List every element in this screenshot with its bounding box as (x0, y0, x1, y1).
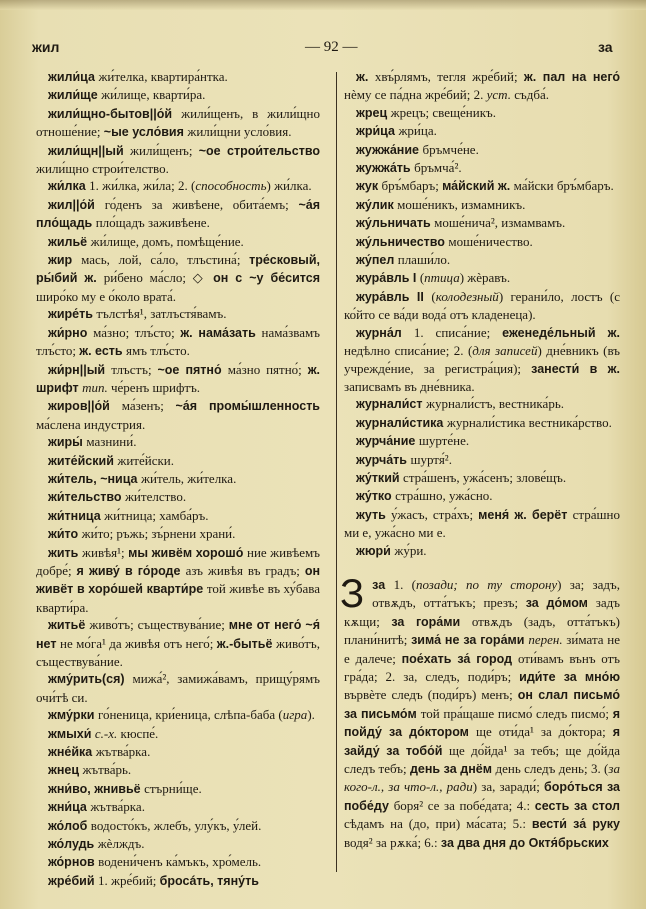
label-italic-text: перен. (528, 632, 563, 648)
definition-text: водени́ченъ ка́мъкъ, хро́мель. (98, 854, 262, 870)
definition-text: пло́щадъ заживѣене. (95, 215, 210, 231)
dictionary-entry (344, 159, 620, 177)
left-column (36, 68, 320, 890)
definition-text: день следъ день; 3. ( (495, 761, 609, 777)
headword-text: за (372, 577, 394, 592)
definition-text: ) жѐравъ. (459, 270, 511, 286)
dictionary-entry (36, 798, 320, 816)
headword-text: жмыхи́ (48, 726, 95, 741)
label-italic-text: колодезный (435, 288, 499, 304)
definition-text: задъ кѫщи; (344, 595, 620, 629)
headword-text: жи́то (48, 527, 82, 542)
headword-text: я зайду́ за тобо́й (344, 725, 620, 758)
headword-text: жили́ще (48, 88, 102, 103)
dictionary-entry (36, 872, 320, 890)
headword-text: ж. есть (79, 344, 127, 359)
dictionary-entry (36, 780, 320, 798)
right-column (340, 68, 621, 852)
dictionary-entry (36, 233, 320, 251)
definition-text: ( (419, 270, 425, 286)
definition-text: ( (431, 288, 436, 304)
headword-text: тре́сковый, ры́бий ж. (36, 253, 320, 286)
definition-text: бръмча́². (414, 160, 462, 176)
headword-text: жите́йский (48, 453, 118, 468)
definition-text: ма́йски бръ́мбаръ. (513, 178, 614, 194)
dictionary-entry (36, 142, 320, 178)
definition-text: жи́телка, квартира́нтка. (98, 69, 228, 84)
headword-text: день за днём (409, 762, 496, 777)
dictionary-entry (36, 507, 320, 525)
letter-section-z (340, 571, 621, 852)
headword-text: меня́ ж. берёт (478, 507, 573, 522)
page-edge-shadow (0, 0, 646, 10)
running-head-last-word: за (598, 39, 613, 55)
dictionary-entry (344, 68, 620, 104)
label-italic-text: птица (424, 270, 460, 286)
headword-text: ж. нама́зать (180, 325, 262, 340)
definition-text: ) герани́ло, лостъ (с ко́йто се ва́ди вода́ отъ кладенеца). (344, 288, 620, 323)
dictionary-entry (36, 761, 320, 779)
dictionary-entry (344, 251, 620, 269)
dictionary-entry (36, 452, 320, 470)
definition-text: ще оти́да¹ за до́ктора; (476, 724, 613, 740)
definition-text: ще до́йда¹ за тебъ; ще до́йда следъ тебъ; (344, 742, 620, 777)
definition-text: го́неница, кри́еница, слѣпа-баба ( (97, 707, 283, 723)
definition-text: зи́мата не е далече; (344, 632, 620, 666)
definition-text: жи́то; ръжь; зъ́рнени храни́. (81, 526, 236, 542)
dictionary-entry (36, 361, 320, 398)
definition-text: стра́шно ми е, ужа́сно ми е. (344, 506, 620, 541)
definition-text: журнали́стика вестника́рство. (446, 414, 612, 430)
definition-text: записвамъ въ дне́вника. (344, 378, 475, 394)
definition-text: недѣлно списа́ние; 2. ( (344, 343, 473, 359)
column-divider (336, 72, 337, 872)
definition-text: ) дне́вникъ (въ учрежде́ние, за регистра́ция); (344, 343, 620, 376)
headword-text: жужжа́ть (356, 161, 415, 176)
headword-text: вести́ за́ руку (531, 817, 620, 832)
headword-text: жри́ца (356, 124, 399, 139)
definition-text: го́денъ за живѣене, обита́емъ; (104, 196, 299, 212)
headword-text: жнец (48, 763, 83, 778)
headword-text: житьё (48, 618, 90, 633)
headword-text: мне от него́ ~я́ нет (36, 618, 321, 651)
page-number: — 92 — (305, 39, 358, 55)
headword-text: за два дня до Октя́брьских (440, 835, 609, 850)
dictionary-entry (344, 487, 620, 505)
headword-text: за гора́ми (391, 614, 472, 629)
definition-text: ) за; задъ, отвѫдъ, отта́тъкъ; презъ; (372, 576, 620, 611)
headword-text: жу́тко (356, 489, 396, 504)
headword-text: жо́лудь (48, 837, 98, 852)
definition-text: тлъстъ; (111, 361, 158, 377)
headword-text: жили́щно-бытов||о́й (48, 106, 182, 121)
dictionary-entry (36, 706, 320, 724)
dictionary-entry (36, 68, 320, 86)
definition-text: жри́ца. (398, 123, 437, 139)
definition-text: жили́щенъ, в жили́щно отноше́ние; (36, 105, 320, 140)
headword-text: жрец (356, 105, 391, 120)
dictionary-entry (36, 105, 320, 142)
headword-text: жура́вль I (356, 271, 420, 286)
headword-text: бросáть, тяну́ть (159, 873, 259, 888)
definition-text: плаши́ло. (397, 252, 451, 268)
headword-text: ж. пал на него́ (523, 70, 620, 84)
headword-text: ж. (356, 70, 375, 84)
definition-text: 1. списа́ние; (413, 324, 503, 340)
headword-text: жи́тельство (48, 490, 125, 505)
definition-text: оти́вамъ вънъ отъ гра́да; 2. за, следъ, поди́ръ; (344, 650, 620, 684)
definition-text: жили́щни усло́вия. (187, 124, 292, 140)
dictionary-entry (36, 544, 320, 617)
dictionary-entry (36, 725, 320, 743)
headword-text: журнали́стика (356, 415, 447, 430)
definition-text: ма́слена индустрия. (36, 416, 146, 432)
headword-text: жук (356, 179, 382, 194)
headword-text: жму́рки (48, 708, 98, 723)
section-letter: З (340, 571, 365, 616)
definition-text: ) жи́лка. (266, 178, 312, 194)
dictionary-entry (344, 196, 620, 214)
definition-text: жътва́рь. (82, 762, 132, 778)
dictionary-entry (36, 177, 320, 195)
headword-text: жиров||о́й (48, 399, 122, 414)
dictionary-entry (36, 616, 320, 670)
definition-text: у́жасъ, стра́хъ; (391, 506, 479, 522)
definition-text: жи́тель, жи́телка. (141, 470, 237, 486)
headword-text: жни́во, жнивьё (48, 781, 145, 796)
definition-text: бръмче́не. (422, 141, 479, 157)
headword-text: журнали́ст (356, 397, 426, 412)
label-italic-text: уст. (486, 87, 511, 103)
definition-text: жи́лище, кварти́ра. (101, 87, 206, 103)
dictionary-entry (36, 470, 320, 488)
dictionary-entry (344, 432, 620, 450)
headword-text: пое́хать за́ город (401, 651, 518, 666)
headword-text: ма́йский ж. (442, 179, 514, 194)
headword-text: жу́ткий (356, 470, 404, 485)
definition-text: ма́зно; тлъ́сто; (93, 324, 181, 340)
definition-text: 1. жре́бий; (98, 872, 160, 888)
definition-text: мась, лой, са́ло, тлъстина́; (81, 252, 250, 268)
headword-text: ~ые усло́вия (103, 125, 188, 140)
definition-text: мазнини́. (86, 434, 137, 450)
headword-text: жи́рн||ый (48, 362, 112, 377)
definition-text: тълстѣя¹, затлъстя́вамъ. (96, 306, 227, 322)
dictionary-entry (344, 469, 620, 487)
dictionary-entry (344, 395, 620, 413)
label-italic-text: с.-х. (94, 725, 121, 741)
label-italic-text: позади; по ту сторону (415, 576, 558, 592)
label-italic-text: игра (282, 707, 308, 723)
definition-text: жу́ри. (394, 542, 427, 558)
label-italic-text: за кого-л., за что-л., ради (344, 761, 620, 795)
headword-text: жу́пел (356, 253, 398, 268)
definition-text: стра́шно, ужа́сно. (395, 488, 493, 504)
definition-text: моше́нича², измамвамъ. (434, 215, 566, 231)
definition-text: стра́шенъ, ужа́сенъ; злове́щъ. (403, 469, 567, 485)
headword-text: еженеде́льный ж. (502, 325, 620, 340)
dictionary-entry (344, 269, 620, 287)
dictionary-entry (36, 525, 320, 543)
dictionary-entry (36, 743, 320, 761)
headword-text: журна́л (356, 325, 414, 340)
dictionary-entry (36, 324, 320, 361)
dictionary-entry (36, 251, 320, 305)
dictionary-entry (36, 853, 320, 871)
headword-text: жили́ца (48, 70, 99, 84)
label-italic-text: для записей (472, 343, 538, 359)
headword-text: жура́вль II (356, 289, 432, 304)
headword-text: жить (48, 545, 83, 560)
dictionary-entry (344, 414, 620, 432)
headword-text: жо́рнов (48, 855, 99, 870)
definition-text: жи́тница; хамба́ръ. (104, 507, 209, 523)
headword-text: жиры́ (48, 435, 87, 450)
headword-text: жи́рно (48, 325, 94, 340)
headword-text: жи́лка (48, 179, 90, 194)
dictionary-entry (36, 196, 320, 233)
definition-text: жи́лище, домъ, помѣще́ние. (90, 233, 244, 249)
headword-text: жу́льничество (356, 234, 449, 249)
definition-text: той пра́щаше писмо́ следъ писмо́; (420, 705, 613, 721)
dictionary-entry (344, 233, 620, 251)
definition-text: кюспе́. (120, 725, 159, 741)
dictionary-entry (344, 104, 620, 122)
definition-text: ). (307, 707, 315, 723)
definition-text: водя² за рѫка́; 6.: (344, 834, 441, 850)
definition-text: ма́зно пятно́; (227, 361, 308, 377)
headword-text: жни́ца (48, 800, 91, 815)
headword-text: жире́ть (48, 307, 97, 322)
headword-text: жуть (356, 507, 392, 522)
headword-text: жо́лоб (48, 818, 91, 833)
dictionary-entry (344, 324, 620, 396)
headword-text: ~ое пятно́ (157, 362, 228, 377)
headword-text: жир (48, 253, 82, 268)
headword-text: за до́мом (525, 596, 596, 611)
dictionary-entry-za (344, 576, 620, 852)
definition-text: стърни́ще. (144, 780, 202, 796)
running-head-first-word: жил (32, 39, 60, 55)
definition-text: широ́ко му е о́коло врата́. (36, 288, 177, 304)
dictionary-entry (36, 670, 320, 706)
dictionary-entry (36, 835, 320, 853)
dictionary-entry (344, 214, 620, 232)
definition-text: мижа́², замижа́вамъ, прищу́рямъ очи́тѣ си. (36, 671, 320, 705)
definition-text: нама́звамъ тлъ́сто; (36, 324, 320, 359)
headword-text: занести́ в ж. (531, 361, 620, 376)
headword-text: мы живём хорошо́ (128, 545, 248, 560)
definition-text: ) за, заради́; (472, 779, 544, 795)
headword-text: журча́ть (356, 452, 411, 467)
headword-text: жму́рить(ся) (48, 672, 133, 687)
definition-text: жѐлждъ. (97, 836, 145, 852)
definition-text: съдба́. (510, 87, 549, 103)
definition-text: ма́зенъ; (121, 398, 176, 414)
definition-text: хвъ́рлямъ, тегля жре́бий; (374, 69, 524, 84)
definition-text: ри́бено ма́сло; ◇ (103, 270, 214, 286)
definition-text: жите́йски. (117, 452, 174, 468)
dictionary-entry (36, 433, 320, 451)
dictionary-entry (344, 177, 620, 195)
definition-text: жили́щенъ; (130, 142, 199, 158)
headword-text: жре́бий (48, 873, 99, 888)
definition-text: не мо́га¹ да живѣя отъ него́; (60, 635, 217, 651)
headword-text: я живу́ в го́роде (76, 563, 186, 578)
headword-text: ~а́я промы́шленность (175, 399, 320, 414)
headword-text: жи́тница (48, 508, 105, 523)
dictionary-entry (344, 288, 620, 324)
dictionary-entry (344, 122, 620, 140)
headword-text: боро́ться за побе́ду (344, 780, 621, 813)
definition-text: жътва́рка. (90, 799, 145, 815)
headword-text: ~а́я пло́щадь (36, 197, 321, 231)
dictionary-entry (36, 488, 320, 506)
definition-text: живо́тъ, съществува́ние. (36, 635, 320, 669)
definition-text: той живѣе въ ху́бава кварти́ра. (36, 581, 320, 615)
headword-text: журча́ние (356, 434, 419, 449)
definition-text: че́ренъ шрифтъ. (107, 379, 201, 395)
headword-text: жи́тель, ~ница (48, 471, 141, 486)
headword-text: ~ое строи́тельство (198, 143, 320, 158)
label-italic-text: тип. (82, 379, 108, 395)
definition-text: жътва́рка. (95, 744, 151, 760)
headword-text: он слал письмо́ за письмо́м (344, 688, 620, 721)
definition-text: моше́никъ, измамникъ. (397, 196, 526, 212)
headword-text: сесть за стол (534, 798, 620, 813)
headword-text: я пойду́ за до́ктором (344, 706, 620, 740)
dictionary-entry (344, 141, 620, 159)
definition-text: нѐму се па́дна жре́бий; 2. (344, 87, 487, 103)
dictionary-entry (36, 817, 320, 835)
definition-text: живѣя¹; (82, 544, 129, 560)
definition-text: водосто́къ, жлебъ, улу́къ, у́лей. (90, 817, 262, 833)
headword-text: жильё (48, 234, 91, 249)
label-italic-text: способность (195, 178, 267, 194)
dictionary-entry (344, 451, 620, 469)
headword-text: ж. шрифт (36, 362, 321, 395)
headword-text: жужжа́ние (356, 142, 423, 157)
dictionary-entry (344, 542, 620, 560)
headword-text: ж.-бытьё (216, 636, 277, 651)
headword-text: жил||о́й (48, 197, 105, 212)
dictionary-entry (36, 86, 320, 104)
definition-text: боря² се за побе́дата; 4.: (393, 797, 535, 813)
definition-text: шурте́не. (418, 433, 470, 449)
definition-text: журнали́стъ, вестника́рь. (425, 396, 564, 412)
definition-text: моше́ничество. (448, 233, 533, 249)
definition-text: 1. ( (393, 576, 416, 592)
headword-text: жу́льничать (356, 216, 435, 231)
headword-text: он живёт в хоро́шей кварти́ре (36, 563, 320, 597)
headword-text: жюри́ (356, 543, 395, 558)
dictionary-entry (36, 305, 320, 323)
definition-text: сѣдамъ на (до, при) ма́сата; 5.: (344, 816, 532, 832)
definition-text: жи́телство. (124, 489, 187, 505)
definition-text: жрецъ; свеще́никъ. (390, 104, 496, 120)
definition-text: жили́щно строи́телство. (36, 161, 169, 177)
headword-text: он с ~у бе́сится (213, 271, 321, 286)
headword-text: жне́йка (48, 745, 96, 760)
definition-text: 1. жи́лка, жи́ла; 2. ( (89, 178, 196, 194)
definition-text: отвѫдъ (задъ, отта́тъкъ) плани́нитѣ; (344, 613, 620, 648)
definition-text: ямъ тлъ́сто. (126, 343, 190, 359)
definition-text: ние живѣемъ добре́; (36, 544, 320, 578)
definition-text: азъ живѣя въ градъ; (185, 562, 305, 578)
definition-text: бръ́мбаръ; (381, 178, 443, 194)
headword-text: жу́лик (356, 197, 398, 212)
definition-text: живо́тъ; съществува́ние; (89, 617, 229, 633)
headword-text: жили́щн||ый (48, 143, 131, 158)
definition-text: вървѐте следъ (поди́ръ) менъ; (344, 687, 518, 703)
definition-text: шуртя́². (410, 451, 452, 467)
headword-text: зима́ не за гора́ми (411, 633, 529, 648)
dictionary-entry (36, 397, 320, 433)
dictionary-entry (344, 506, 620, 542)
headword-text: иди́те за мно́ю (519, 670, 620, 684)
